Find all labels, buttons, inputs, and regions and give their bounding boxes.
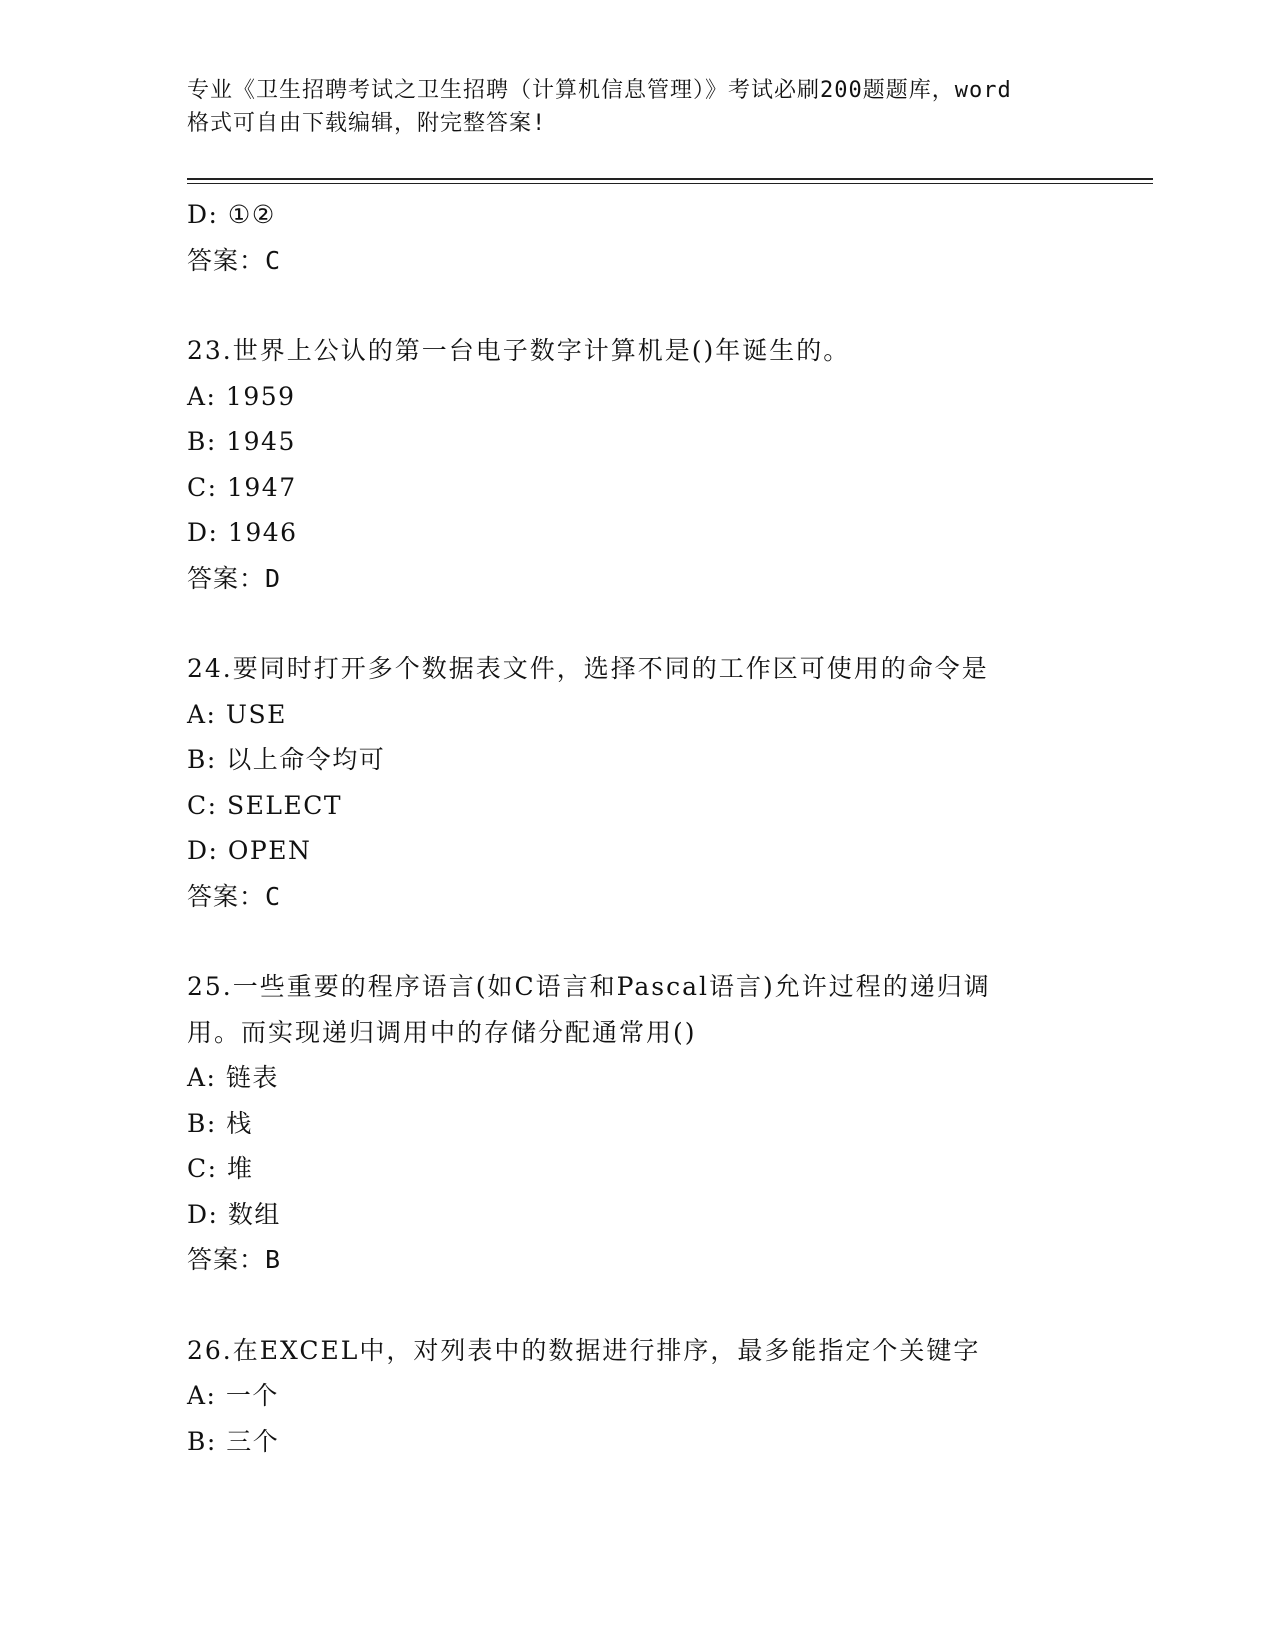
- question-25: [187, 964, 1087, 1283]
- document-content: [187, 192, 1087, 1464]
- header-rule-thin: [187, 183, 1153, 184]
- option-c: C: SELECT: [187, 790, 343, 820]
- question-23: [187, 328, 1087, 601]
- option-d: D: ①②: [187, 200, 276, 229]
- header-line-2: 格式可自由下载编辑，附完整答案!: [187, 111, 547, 136]
- option-b: B: 以上命令均可: [187, 745, 386, 774]
- answer-line: 答案：C: [187, 245, 282, 275]
- option-d: D: OPEN: [187, 836, 312, 865]
- option-d: D: 1946: [187, 518, 298, 547]
- question-stem: 26.在EXCEL中，对列表中的数据进行排序，最多能指定个关键字: [187, 1335, 981, 1365]
- answer-line: 答案：D: [187, 563, 282, 593]
- option-a: A: 1959: [187, 381, 296, 411]
- option-d: D: 数组: [187, 1199, 281, 1229]
- question-stem: 23.世界上公认的第一台电子数字计算机是()年诞生的。: [187, 336, 851, 365]
- option-b: B: 三个: [187, 1426, 280, 1456]
- header-line-1: 专业《卫生招聘考试之卫生招聘（计算机信息管理）》考试必刷200题题库，word: [187, 78, 1012, 103]
- option-c: C: 堆: [187, 1154, 254, 1183]
- question-stem: 24.要同时打开多个数据表文件，选择不同的工作区可使用的命令是: [187, 654, 989, 683]
- option-a: A: 一个: [187, 1381, 279, 1410]
- option-b: B: 1945: [187, 427, 296, 456]
- question-stem-line-1: 25.一些重要的程序语言(如C语言和Pascal语言)允许过程的递归调: [187, 972, 991, 1001]
- question-stem-line-2: 用。而实现递归调用中的存储分配通常用(): [187, 1017, 697, 1047]
- header-rule-thick: [187, 178, 1153, 180]
- carryover-question: [187, 192, 1087, 283]
- document-header: [187, 74, 1087, 140]
- question-24: [187, 646, 1087, 919]
- question-26: [187, 1328, 1087, 1465]
- option-b: B: 栈: [187, 1108, 253, 1138]
- answer-line: 答案：B: [187, 1245, 282, 1274]
- option-c: C: 1947: [187, 472, 297, 502]
- option-a: A: USE: [187, 699, 287, 729]
- option-a: A: 链表: [187, 1063, 279, 1092]
- answer-line: 答案：C: [187, 881, 282, 911]
